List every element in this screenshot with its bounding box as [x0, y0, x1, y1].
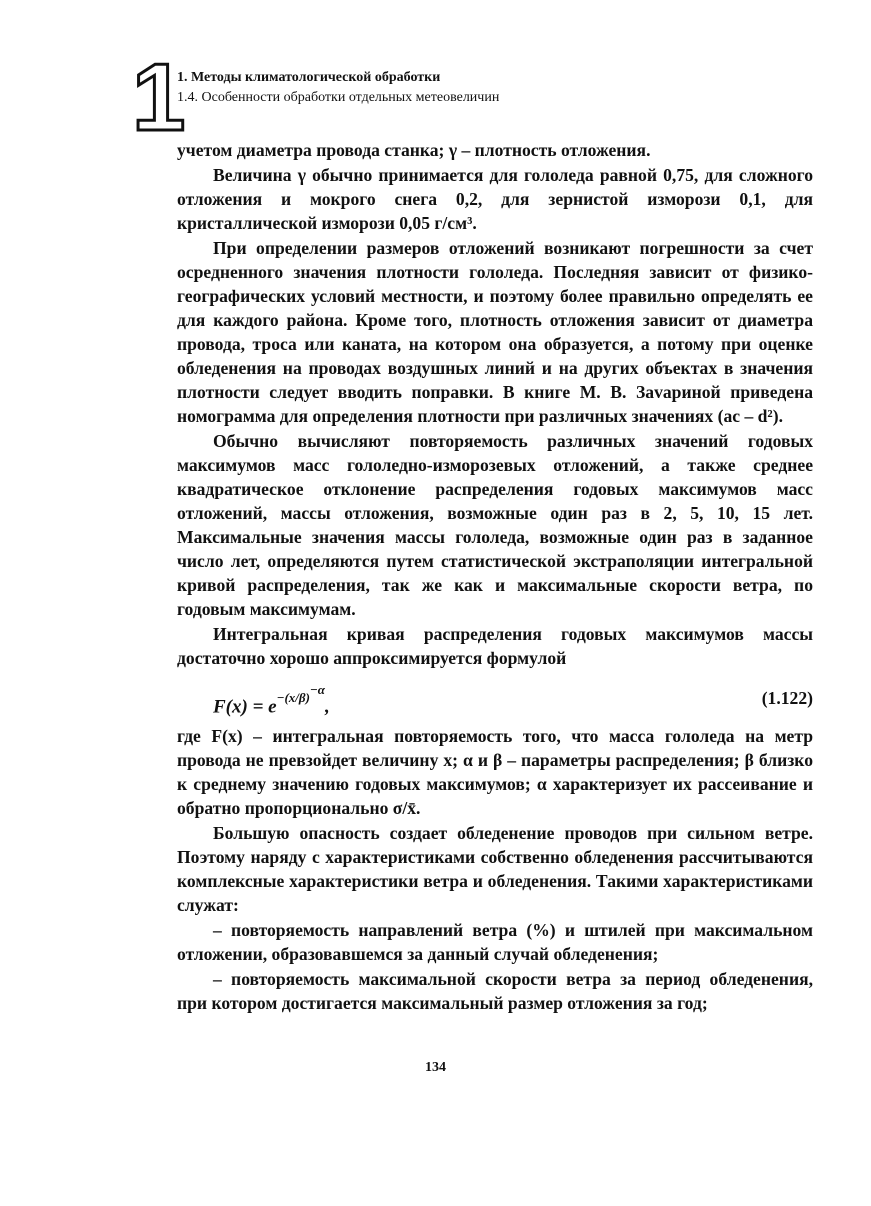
- paragraph-continuation: учетом диаметра провода станка; γ – плотность отложения.: [177, 140, 651, 160]
- page-number: 134: [425, 1060, 446, 1075]
- paragraph: При определении размеров отложений возникают погрешности за счет осредненного значения плотности гололеда. Последняя зависит от физико-географических условий местности, и поэтому более правильно определять ее для каждого района. Кроме того, плотность отложения зависит от диаметра провода, троса или каната, на котором она образуется, а потому при оценке обледенения на проводах воздушных линий и на других объектах в значения плотности следует вводить поправки. В книге М. В. Заvариной приведена номограмма для определения плотности при различных значениях (ac – d²).: [177, 238, 813, 426]
- formula-exponent-base: −(x/β): [276, 690, 310, 706]
- formula: [213, 684, 330, 720]
- body-text: [177, 138, 813, 1015]
- formula-lhs: F(x) = e: [213, 696, 277, 718]
- list-item: – повторяемость максимальной скорости ветра за период обледенения, при котором достигается максимальный размер отложения за год;: [177, 969, 813, 1013]
- section-title: 1.4. Особенности обработки отдельных метеовеличин: [177, 90, 500, 105]
- chapter-number-marker: 1: [132, 44, 186, 151]
- formula-exponent: [276, 682, 325, 706]
- formula-tail: ,: [324, 696, 330, 718]
- formula-number: (1.122): [761, 688, 813, 708]
- paragraph: Интегральная кривая распределения годовых максимумов массы достаточно хорошо аппроксимируется формулой: [177, 624, 813, 668]
- paragraph: где F(x) – интегральная повторяемость того, что масса гололеда на метр провода не превзойдет величину x; α и β – параметры распределения; β близко к среднему значению годовых максимумов; α характеризует их рассеивание и обратно пропорционально σ/x̄.: [177, 726, 813, 818]
- chapter-title: 1. Методы климатологической обработки: [177, 70, 441, 85]
- paragraph: Большую опасность создает обледенение проводов при сильном ветре. Поэтому наряду с характеристиками собственно обледенения рассчитываются комплексные характеристики ветра и обледенения. Такими характеристиками служат:: [177, 823, 813, 915]
- list-item: – повторяемость направлений ветра (%) и штилей при максимальном отложении, образовавшемся за данный случай обледенения;: [177, 920, 813, 964]
- formula-exponent-power: −α: [309, 682, 325, 697]
- running-header: [177, 68, 499, 108]
- paragraph: Величина γ обычно принимается для гололеда равной 0,75, для сложного отложения и мокрого снега 0,2, для зернистой изморози 0,1, для кристаллической изморози 0,05 г/см³.: [177, 165, 813, 233]
- formula-block: [177, 676, 813, 720]
- paragraph: Обычно вычисляют повторяемость различных значений годовых максимумов масс гололедно-изморозевых отложений, а также среднее квадратическое отклонение распределения годовых максимумов масс отложений, массы отложения, возможные один раз в 2, 5, 10, 15 лет. Максимальные значения массы гололеда, возможные один раз в заданное число лет, определяются путем статистической экстраполяции интегральной кривой распределения, так же как и максимальные скорости ветра, по годовым максимумам.: [177, 431, 813, 619]
